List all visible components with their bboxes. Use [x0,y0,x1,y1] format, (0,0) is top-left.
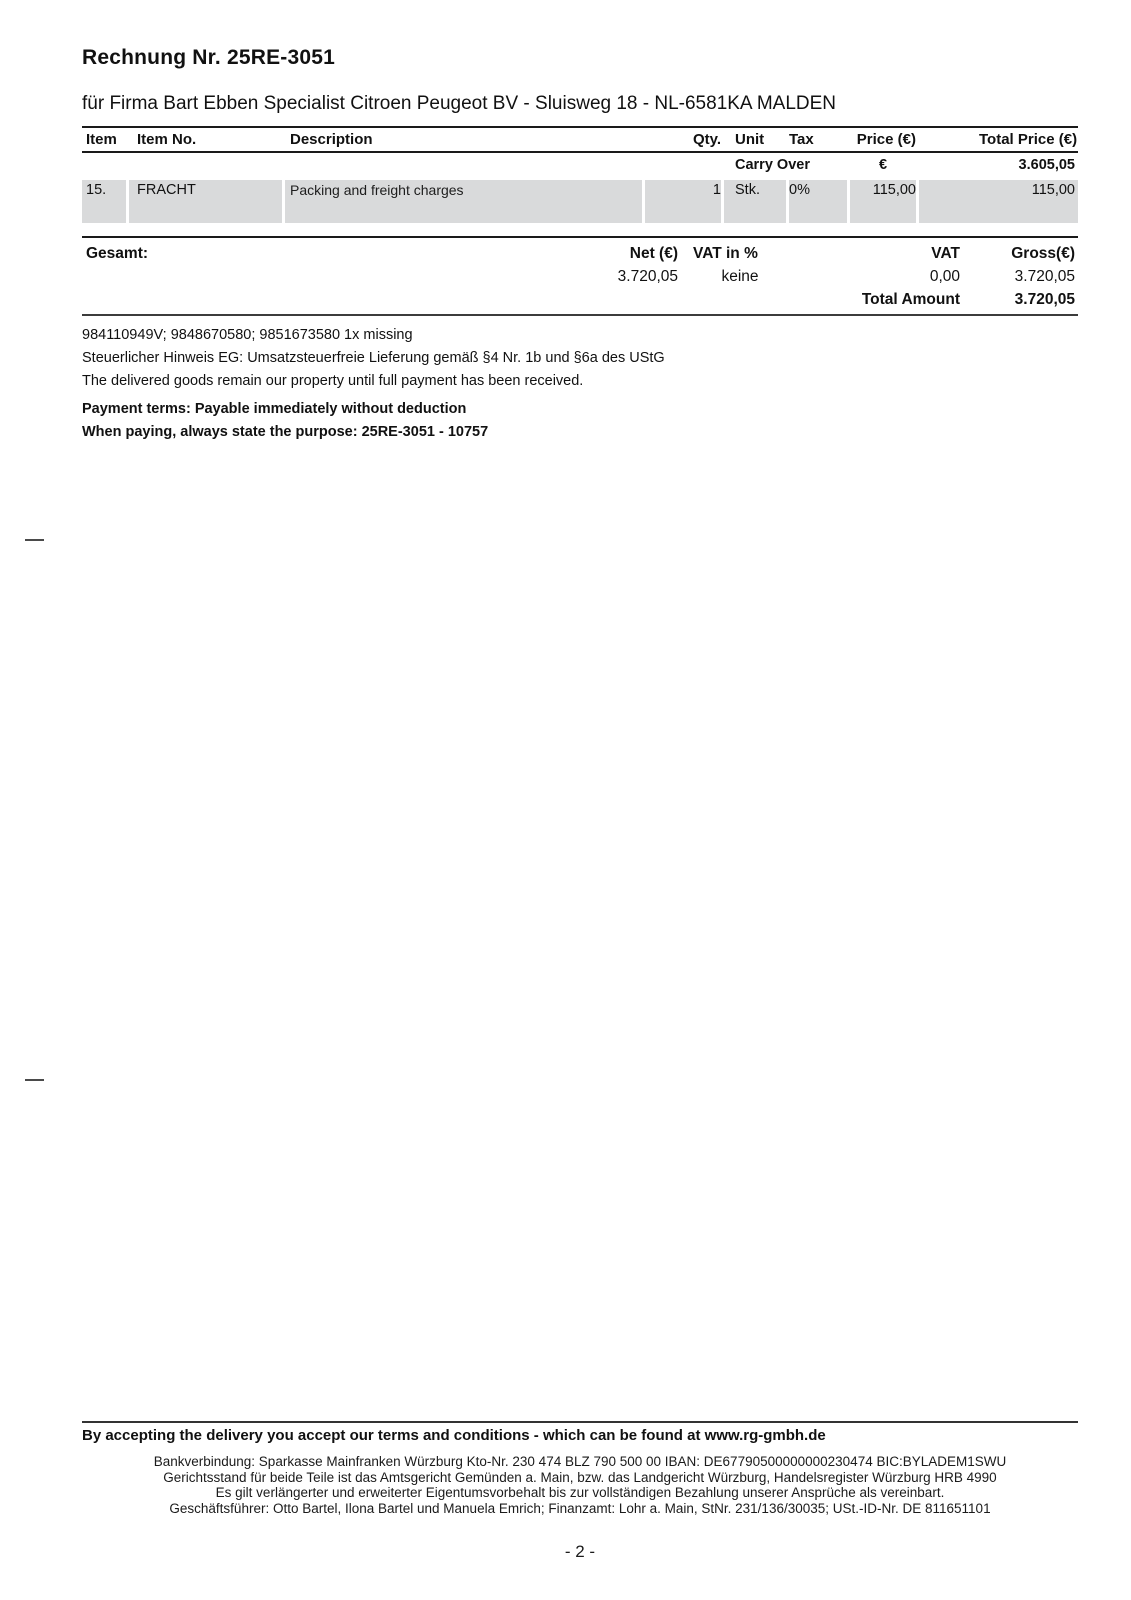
items-table [82,126,1078,223]
management-line: Geschäftsführer: Otto Bartel, Ilona Bartel und Manuela Emrich; Finanzamt: Lohr a. Main, StNr. 231/136/30035; USt.-ID-Nr. DE 811651101 [169,1500,991,1516]
total-amount-label: Total Amount [861,291,960,308]
totals-header-row [82,242,1078,265]
cell-price: 115,00 [850,180,916,223]
total-amount-value: 3.720,05 [1014,291,1075,308]
totals-net-header: Net (€) [629,245,678,262]
cell-unit: Stk. [724,180,786,223]
tax-note-line: Steuerlicher Hinweis EG: Umsatzsteuerfreie Lieferung gemäß §4 Nr. 1b und §6a des UStG [82,350,665,366]
table-header-row [82,126,1078,153]
footer-divider [82,1421,1078,1423]
carry-over-label: Carry Over [735,157,810,173]
carry-over-row [82,153,1078,177]
totals-label: Gesamt: [86,245,149,262]
carry-over-amount: 3.605,05 [1018,157,1075,173]
totals-gross-header: Gross(€) [1011,245,1075,262]
totals-vatin-value: keine [721,268,759,285]
totals-gross-value: 3.720,05 [1014,268,1075,285]
company-legal-lines [82,1454,1078,1516]
invoice-title: Rechnung Nr. 25RE-3051 [82,46,335,69]
retention-line: Es gilt verlängerter und erweiterter Eigentumsvorbehalt bis zur vollständigen Bezahlung unserer Ansprüche als vereinbart. [215,1485,945,1500]
totals-vat-header: VAT [931,245,960,262]
cell-item-no: FRACHT [129,180,282,223]
table-row [82,177,1078,223]
page-number: - 2 - [564,1542,596,1561]
totals-vatin-header: VAT in % [693,245,758,262]
totals-vat-value: 0,00 [929,268,960,285]
header-item-no: Item No. [137,131,197,148]
carry-over-currency: € [878,157,888,173]
header-tax: Tax [789,131,814,148]
recipient-line: für Firma Bart Ebben Specialist Citroen Peugeot BV - Sluisweg 18 - NL-6581KA MALDEN [82,93,837,114]
notes-section [82,324,1078,444]
invoice-footer [82,1421,1078,1562]
total-amount-row [82,288,1078,311]
header-total-price: Total Price (€) [979,131,1078,148]
bank-details-line: Bankverbindung: Sparkasse Mainfranken Würzburg Kto-Nr. 230 474 BLZ 790 500 00 IBAN: DE67790500000000230474 BIC:BYLADEM1SWU [153,1454,1007,1469]
cell-qty: 1 [645,180,721,223]
totals-net-value: 3.720,05 [617,268,678,285]
payment-terms-block [82,398,1078,444]
cell-description: Packing and freight charges [285,180,642,223]
header-price: Price (€) [856,131,916,148]
property-note-line: The delivered goods remain our property until full payment has been received. [82,373,584,389]
reference-numbers-line: 984110949V; 9848670580; 9851673580 1x missing [82,327,413,343]
header-qty: Qty. [692,131,721,148]
cell-total-price: 115,00 [919,180,1078,223]
totals-values-row [82,265,1078,288]
cell-item: 15. [82,180,126,223]
fold-mark-icon [25,539,44,541]
payment-reference-line: When paying, always state the purpose: 25RE-3051 - 10757 [82,424,489,440]
invoice-content [82,46,1078,444]
fold-mark-icon [25,1079,44,1081]
terms-acceptance-line: By accepting the delivery you accept our terms and conditions - which can be found at www.rg-gmbh.de [82,1427,826,1444]
totals-section [82,236,1078,316]
header-description: Description [290,131,373,148]
header-unit: Unit [735,131,765,148]
payment-terms-line: Payment terms: Payable immediately without deduction [82,401,467,417]
cell-tax: 0% [789,180,847,223]
header-item: Item [86,131,117,148]
court-line: Gerichtsstand für beide Teile ist das Amtsgericht Gemünden a. Main, bzw. das Landgericht Würzburg, Handelsregister Würzburg HRB 4990 [163,1469,997,1485]
